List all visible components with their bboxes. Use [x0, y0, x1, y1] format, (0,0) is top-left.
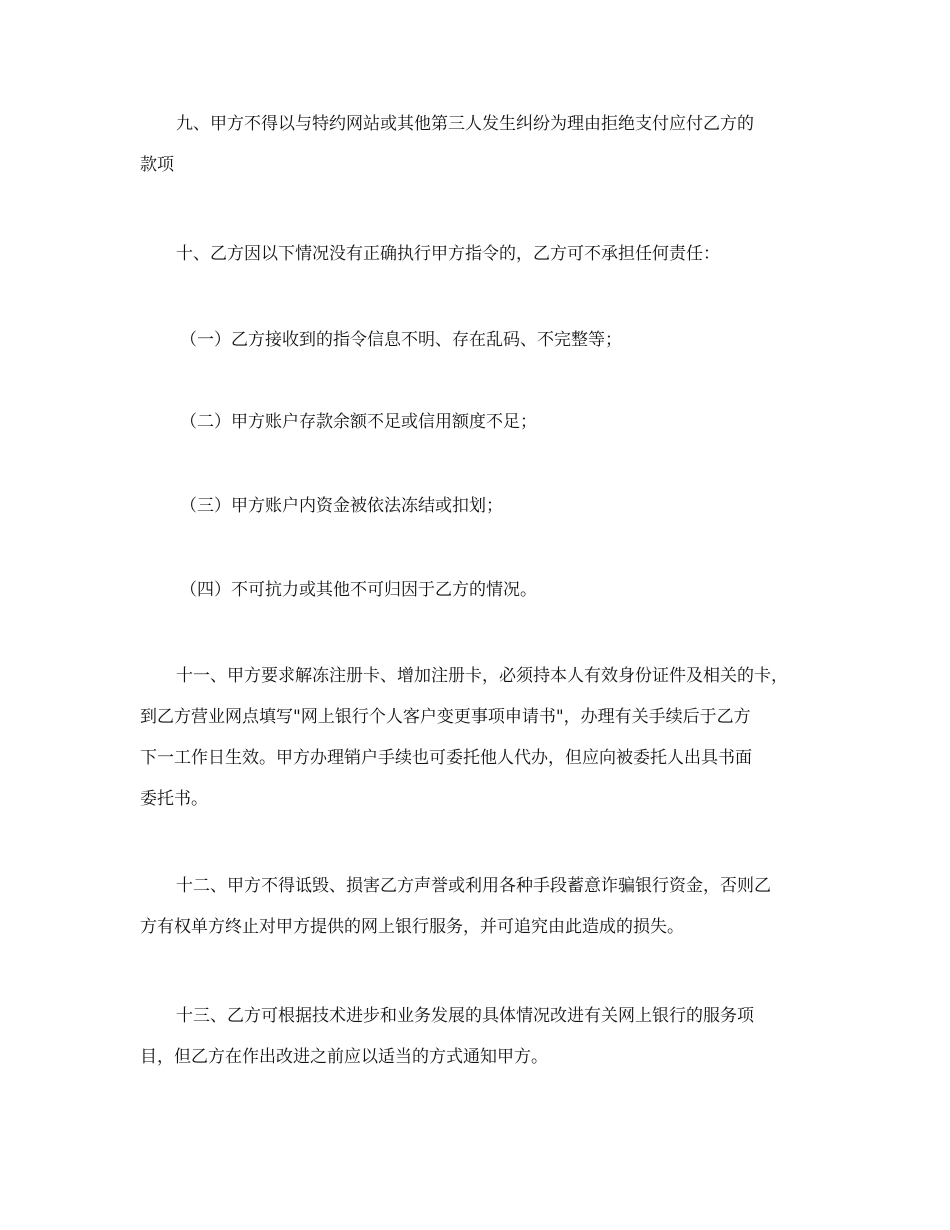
text-line: 款项	[140, 155, 174, 175]
clause-10-paragraph	[140, 234, 820, 275]
clause-10-item-1	[140, 320, 820, 361]
text-line: 目，但乙方在作出改进之前应以适当的方式通知甲方。	[140, 1047, 548, 1067]
text-line: 方有权单方终止对甲方提供的网上银行服务，并可追究由此造成的损失。	[140, 917, 684, 937]
clause-13-paragraph	[140, 996, 820, 1078]
clause-11-paragraph	[140, 656, 820, 820]
clause-10-item-4	[140, 570, 820, 611]
text-line: （一）乙方接收到的指令信息不明、存在乱码、不完整等；	[180, 330, 622, 350]
text-line: 九、甲方不得以与特约网站或其他第三人发生纠纷为理由拒绝支付应付乙方的	[176, 114, 754, 134]
clause-9-paragraph	[140, 104, 820, 186]
text-line: 十二、甲方不得诋毁、损害乙方声誉或利用各种手段蓄意诈骗银行资金，否则乙	[176, 876, 771, 896]
text-line: （四）不可抗力或其他不可归因于乙方的情况。	[180, 580, 537, 600]
text-line: 十、乙方因以下情况没有正确执行甲方指令的，乙方可不承担任何责任：	[176, 244, 720, 264]
text-line: 到乙方营业网点填写"网上银行个人客户变更事项申请书"，办理有关手续后于乙方	[140, 707, 751, 727]
text-line: （二）甲方账户存款余额不足或信用额度不足；	[180, 412, 537, 432]
text-line: 委托书。	[140, 789, 208, 809]
text-line: 下一工作日生效。甲方办理销户手续也可委托他人代办，但应向被委托人出具书面	[140, 748, 752, 768]
text-line: 十三、乙方可根据技术进步和业务发展的具体情况改进有关网上银行的服务项	[176, 1006, 754, 1026]
text-line: 十一、甲方要求解冻注册卡、增加注册卡，必须持本人有效身份证件及相关的卡，	[176, 666, 788, 686]
clause-10-item-2	[140, 402, 820, 443]
text-line: （三）甲方账户内资金被依法冻结或扣划；	[180, 496, 503, 516]
clause-12-paragraph	[140, 866, 820, 948]
clause-10-item-3	[140, 486, 820, 527]
